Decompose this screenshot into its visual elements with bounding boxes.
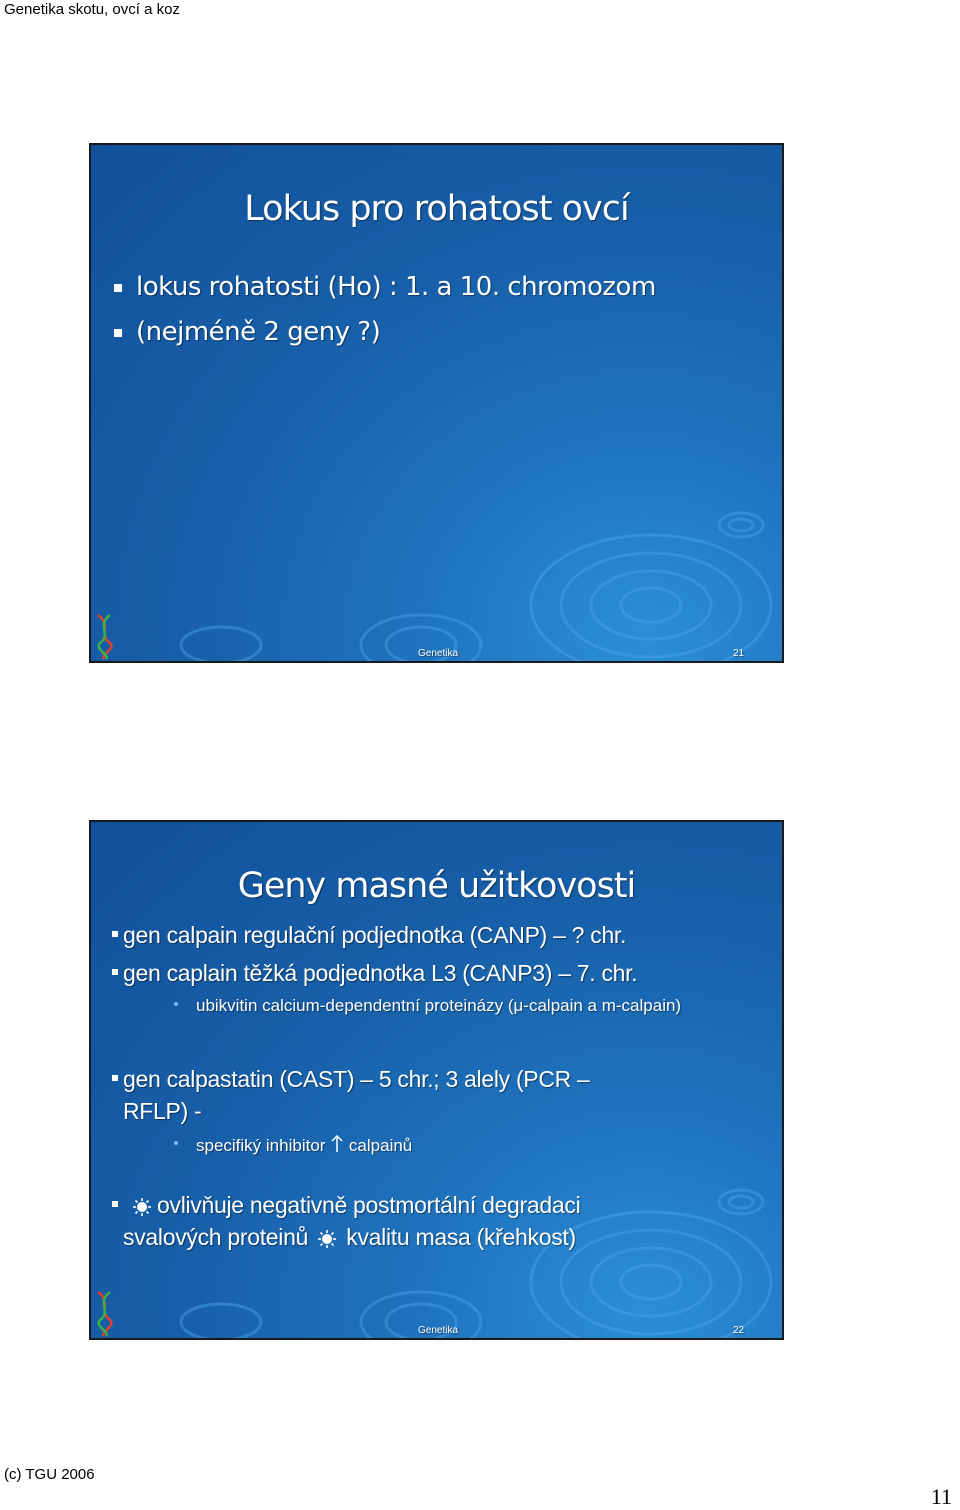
bullet-text: (nejméně 2 geny ?)	[136, 317, 381, 347]
slide-footer-label: Genetika	[418, 1325, 459, 1336]
slide-title: Lokus pro rohatost ovcí	[244, 189, 629, 229]
square-bullet-icon	[112, 1201, 118, 1207]
bullet-item	[123, 1189, 580, 1253]
slide-number: 21	[733, 648, 745, 659]
bullet-text: gen calpastatin (CAST) – 5 chr.; 3 alely (PCR –	[123, 1066, 590, 1092]
bullet-item	[123, 1063, 590, 1127]
sub-bullet-text: ubikvitin calcium-dependentní proteinázy (μ-calpain a m-calpain)	[196, 996, 682, 1015]
bullet-text: lokus rohatosti (Ho) : 1. a 10. chromozom	[136, 272, 656, 302]
slide-footer-label: Genetika	[418, 648, 459, 659]
bullet-text-continued: svalových proteinů	[123, 1224, 309, 1250]
sun-icon	[133, 1198, 151, 1216]
sub-bullet-item	[196, 1135, 412, 1156]
slide-21	[89, 143, 784, 663]
sub-bullet-item	[196, 996, 681, 1016]
sun-icon	[318, 1230, 336, 1248]
slide-number: 22	[733, 1325, 745, 1336]
square-bullet-icon	[114, 329, 122, 337]
dna-icon	[94, 1290, 116, 1338]
bullet-item	[123, 919, 626, 951]
square-bullet-icon	[112, 1075, 118, 1081]
document-header: Genetika skotu, ovcí a koz	[4, 1, 180, 18]
bullet-text: gen calpain regulační podjednotka (CANP) – ? chr.	[123, 922, 627, 948]
dot-bullet-icon	[174, 1141, 178, 1145]
dna-icon	[94, 613, 116, 661]
dot-bullet-icon	[174, 1002, 178, 1006]
sub-bullet-text: calpainů	[348, 1136, 413, 1155]
bullet-item	[123, 957, 637, 989]
up-arrow-icon	[330, 1135, 344, 1153]
bullet-text-continued: kvalitu masa (křehkost)	[346, 1224, 576, 1250]
slide-title: Geny masné užitkovosti	[237, 866, 636, 906]
bullet-text-continued: RFLP) -	[123, 1098, 202, 1124]
document-footer: (c) TGU 2006	[4, 1466, 95, 1483]
square-bullet-icon	[112, 969, 118, 975]
slide-22	[89, 820, 784, 1340]
bullet-text: ovlivňuje negativně postmortální degradaci	[157, 1192, 581, 1218]
bullet-item	[136, 317, 380, 347]
square-bullet-icon	[112, 931, 118, 937]
bullet-item	[136, 272, 656, 302]
page-number: 11	[930, 1484, 952, 1509]
square-bullet-icon	[114, 284, 122, 292]
sub-bullet-text: specifiký inhibitor	[196, 1136, 326, 1155]
bullet-text: gen caplain těžká podjednotka L3 (CANP3) – 7. chr.	[123, 960, 638, 986]
